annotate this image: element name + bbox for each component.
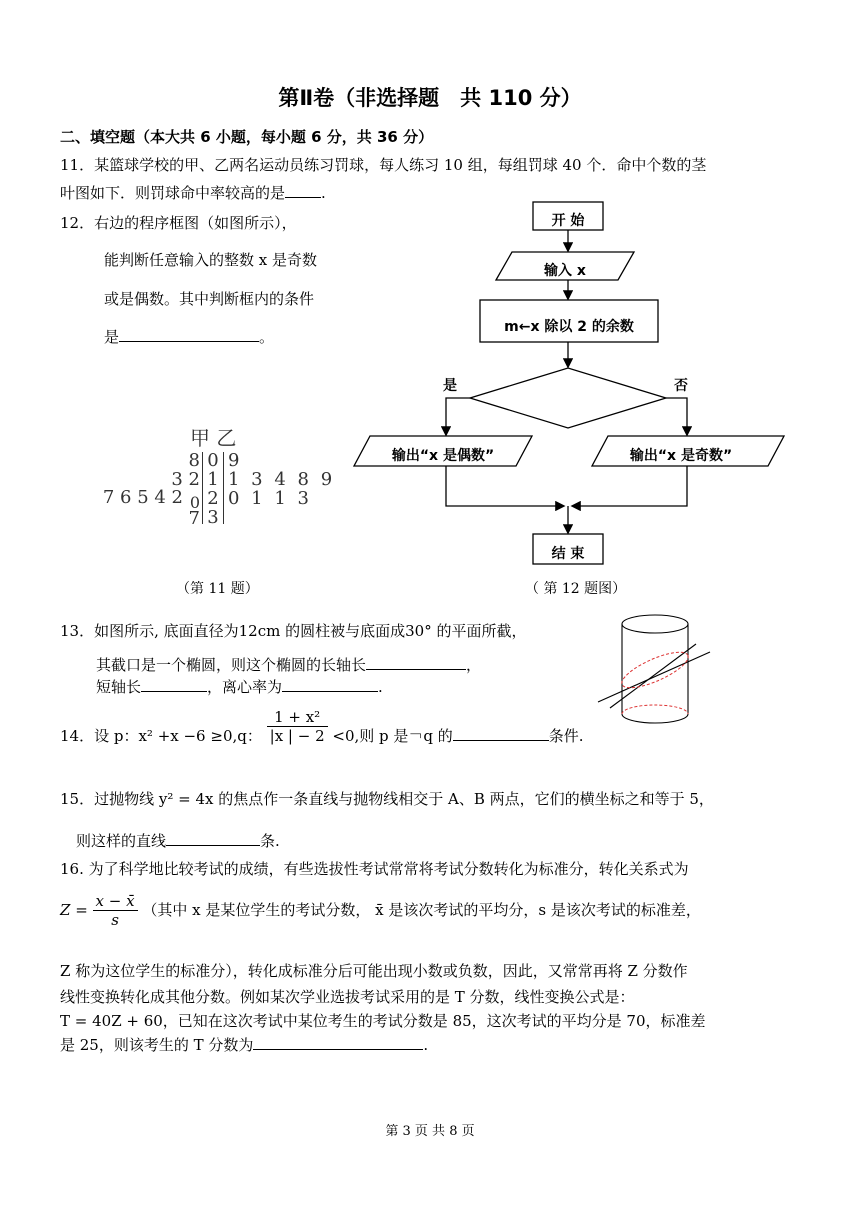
q16-line2: （其中 x 是某位学生的考试分数， x̄ 是该次考试的平均分，s 是该次考试的标准差， [142, 900, 701, 919]
flowchart-start: 开 始 [551, 213, 585, 229]
right-leaf-row: 9 [228, 450, 240, 471]
q13-eccentricity-blank[interactable] [282, 677, 378, 692]
q14-line: 14．设 p：x² +x −6 ≥0,q： $\frac{\text{1 + x²}}{|x | - 2}$ <0,则 p 是￢q 的 条件. [60, 708, 584, 745]
stem-value: 2 [207, 488, 219, 509]
q16-z-label: Z = [60, 900, 88, 919]
q15-line1: 15．过抛物线 y² = 4x 的焦点作一条直线与抛物线相交于 A、B 两点，它们的横坐标之和等于 5， [60, 790, 714, 808]
q11-answer-blank[interactable] [285, 183, 321, 198]
q11-line2: 叶图如下．则罚球命中率较高的是 . [60, 184, 326, 202]
q15-line2: 则这样的直线 条. [76, 832, 280, 850]
flowchart-input: 输入 x [544, 263, 586, 279]
q13-line1: 13．如图所示, 底面直径为12cm 的圆柱被与底面成30° 的平面所截， [60, 622, 527, 640]
flowchart-yes-label: 是 [443, 378, 457, 394]
right-leaf-row: 0 1 1 3 [228, 488, 309, 509]
flowchart-end: 结 束 [551, 546, 585, 562]
section-heading: 二、填空题（本大共 6 小题，每小题 6 分，共 36 分） [60, 128, 434, 146]
right-leaf-row: 1 3 4 8 9 [228, 469, 333, 490]
stem-value: 1 [207, 469, 219, 490]
left-leaf-row: 0 [189, 493, 200, 512]
stem-leaf-header: 甲 乙 [190, 426, 237, 450]
q14-fraction-denominator: |x | − 2 [269, 727, 325, 745]
flowchart-process: m←x 除以 2 的余数 [504, 319, 634, 335]
q16-line1: 16. 为了科学地比较考试的成绩，有些选拔性考试常常将考试分数转化为标准分，转化关系式为 [60, 860, 689, 878]
q13-line2: 其截口是一个椭圆，则这个椭圆的长轴长 ， [96, 656, 482, 674]
q16-fraction-denominator: s [111, 911, 119, 929]
page-footer: 第 3 页 共 8 页 [385, 1124, 475, 1139]
page-title: 第Ⅱ卷（非选择题 共 110 分） [278, 86, 582, 110]
q16-line3: Z 称为这位学生的标准分），转化成标准分后可能出现小数或负数，因此，又常常再将 Z 分数作 [60, 962, 688, 980]
flowchart-output-even: 输出“x 是偶数” [391, 448, 495, 464]
left-leaf-row: 3 2 [171, 469, 200, 490]
left-leaf-row: 8 [188, 450, 200, 471]
q13-line3: 短轴长 ，离心率为 . [96, 678, 383, 696]
q16-line6: 是 25，则该考生的 T 分数为 . [60, 1036, 429, 1054]
q12-line4: 是 。 [104, 328, 275, 346]
q11-line1: 11．某篮球学校的甲、乙两名运动员练习罚球，每人练习 10 组，每组罚球 40 个．命中个数的茎 [60, 156, 707, 174]
q16-fraction-numerator: x − x̄ [93, 892, 138, 911]
q16-line4: 线性变换转化成其他分数。例如某次学业选拔考试采用的是 T 分数，线性变换公式是： [60, 988, 635, 1006]
flowchart [350, 196, 810, 576]
q16-answer-blank[interactable] [253, 1035, 423, 1050]
left-leaf-row: 7 [188, 508, 200, 529]
q16-formula-line [60, 888, 805, 929]
stem-value: 0 [207, 450, 219, 471]
stem-divider-left [202, 452, 203, 524]
flowchart-no-label: 否 [674, 378, 688, 394]
q12-answer-blank[interactable] [119, 327, 259, 342]
q16-line5: T = 40Z + 60，已知在这次考试中某位考生的考试分数是 85，这次考试的平均分是 70，标准差 [60, 1012, 706, 1030]
q12-line2: 能判断任意输入的整数 x 是奇数 [104, 251, 317, 269]
q14-answer-blank[interactable] [453, 726, 549, 741]
flowchart-output-odd: 输出“x 是奇数” [629, 448, 733, 464]
stem-divider-right [223, 452, 224, 524]
q15-answer-blank[interactable] [166, 831, 260, 846]
q12-line3: 或是偶数。其中判断框内的条件 [104, 290, 315, 308]
q13-minor-axis-blank[interactable] [141, 677, 207, 692]
q12-line1: 12．右边的程序框图（如图所示）， [60, 214, 297, 232]
stem-value: 3 [207, 507, 219, 528]
stem-leaf-plot [60, 420, 360, 530]
decision-diamond [470, 368, 666, 428]
q12-caption: （ 第 12 题图） [525, 581, 627, 597]
q11-caption: （第 11 题） [176, 581, 259, 597]
q14-fraction-numerator: 1 + x² [267, 708, 328, 727]
q13-major-axis-blank[interactable] [366, 655, 466, 670]
left-leaf-row: 7 6 5 4 2 [102, 487, 183, 508]
